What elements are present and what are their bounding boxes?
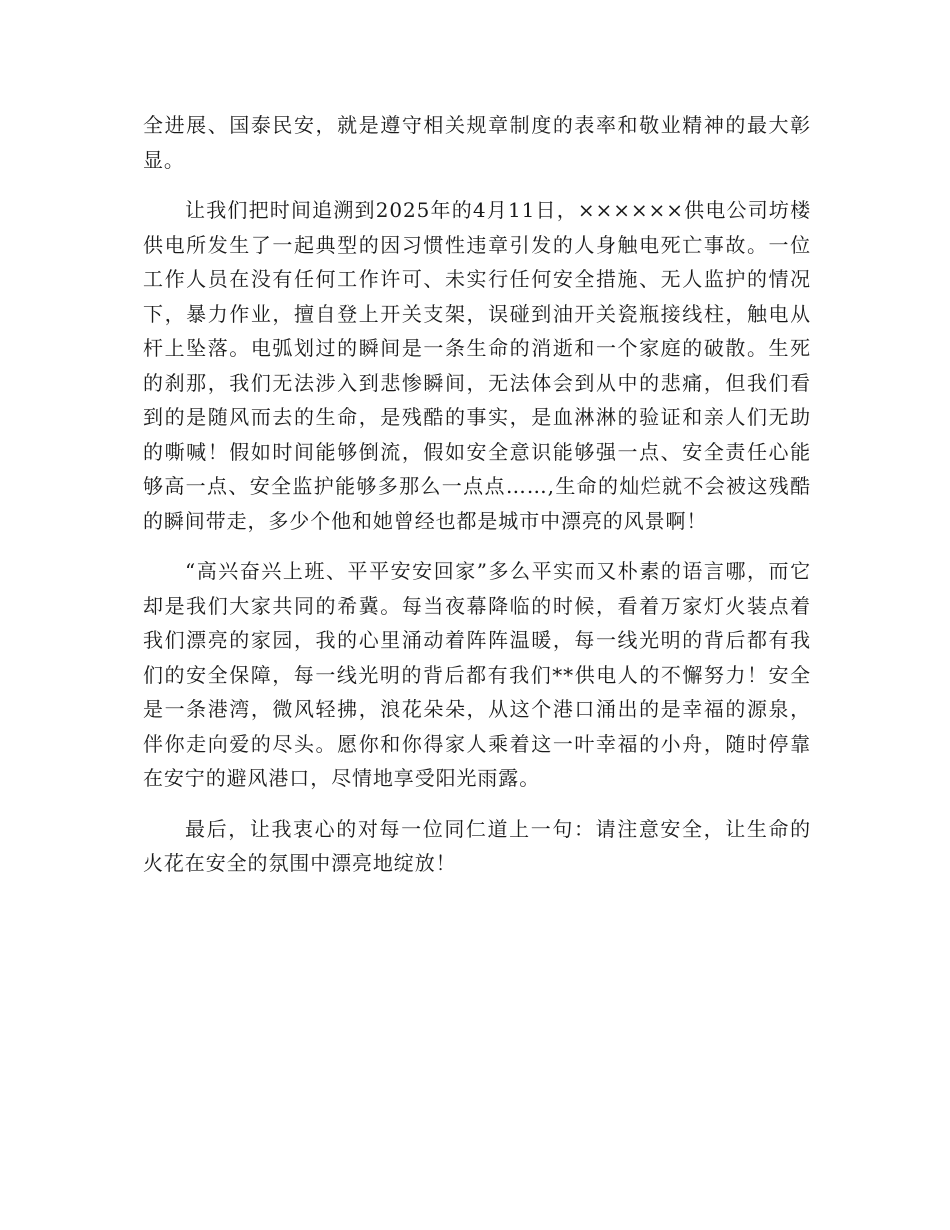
document-body bbox=[143, 108, 811, 897]
paragraph-4: 最后，让我衷心的对每一位同仁道上一句：请注意安全，让生命的火花在安全的氛围中漂亮地绽放！ bbox=[143, 816, 811, 875]
paragraph-1: 全进展、国泰民安，就是遵守相关规章制度的表率和敬业精神的最大彰显。 bbox=[143, 113, 811, 172]
paragraph-2: 让我们把时间追溯到2025年的4月11日，××××××供电公司坊楼供电所发生了一起典型的因习惯性违章引发的人身触电死亡事故。一位工作人员在没有任何工作许可、未实行任何安全措施、无人监护的情况下，暴力作业，擅自登上开关支架，误碰到油开关瓷瓶接线柱，触电从杆上坠落。电弧划过的瞬间是一条生命的消逝和一个家庭的破散。生死的刹那，我们无法涉入到悲惨瞬间，无法体会到从中的悲痛，但我们看到的是随风而去的生命，是残酷的事实，是血淋淋的验证和亲人们无助的嘶喊！假如时间能够倒流，假如安全意识能够强一点、安全责任心能够高一点、安全监护能够多那么一点点……,生命的灿烂就不会被这残酷的瞬间带走，多少个他和她曾经也都是城市中漂亮的风景啊！ bbox=[143, 198, 811, 533]
paragraph-3: “高兴奋兴上班、平平安安回家”多么平实而又朴素的语言哪，而它却是我们大家共同的希冀。每当夜幕降临的时候，看着万家灯火装点着我们漂亮的家园，我的心里涌动着阵阵温暖，每一线光明的背后都有我们的安全保障，每一线光明的背后都有我们**供电人的不懈努力！安全是一条港湾，微风轻拂，浪花朵朵，从这个港口涌出的是幸福的源泉，伴你走向爱的尽头。愿你和你得家人乘着这一叶幸福的小舟，随时停靠在安宁的避风港口，尽情地享受阳光雨露。 bbox=[143, 559, 811, 790]
